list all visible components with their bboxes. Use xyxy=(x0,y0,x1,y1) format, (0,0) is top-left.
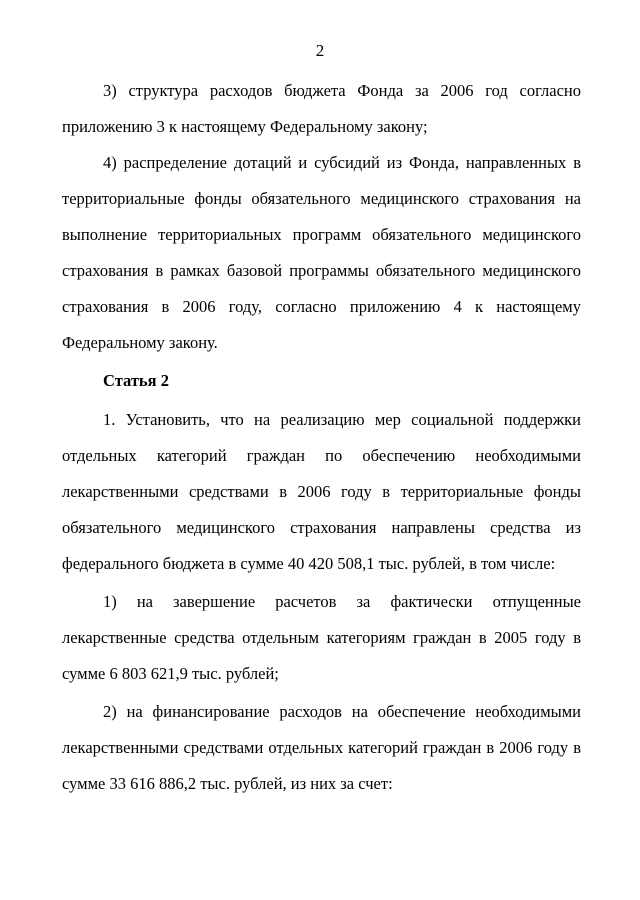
text-line: 2) на финансирование расходов на обеспечение необходимыми xyxy=(103,702,581,721)
text-line: федерального бюджета в сумме 40 420 508,1 тыс. рублей, в том числе: xyxy=(62,554,556,573)
text-line: 1) на завершение расчетов за фактически отпущенные xyxy=(103,592,581,611)
text-line: приложению 3 к настоящему Федеральному закону; xyxy=(62,117,428,136)
text-line: отдельных категорий граждан по обеспечению необходимыми xyxy=(62,446,581,465)
text-line: Федеральному закону. xyxy=(62,333,218,352)
text-line: территориальные фонды обязательного медицинского страхования на xyxy=(62,189,581,208)
text-line: сумме 33 616 886,2 тыс. рублей, из них за счет: xyxy=(62,774,393,793)
text-line: выполнение территориальных программ обязательного медицинского xyxy=(62,225,581,244)
article-heading: Статья 2 xyxy=(103,371,169,390)
text-line: страхования в рамках базовой программы обязательного медицинского xyxy=(62,261,581,280)
text-line: страхования в 2006 году, согласно приложению 4 к настоящему xyxy=(62,297,581,316)
text-line: 4) распределение дотаций и субсидий из Фонда, направленных в xyxy=(103,153,581,172)
text-line: лекарственные средства отдельным категориям граждан в 2005 году в xyxy=(62,628,581,647)
text-line: 3) структура расходов бюджета Фонда за 2006 год согласно xyxy=(103,81,581,100)
text-line: обязательного медицинского страхования направлены средства из xyxy=(62,518,581,537)
text-line: сумме 6 803 621,9 тыс. рублей; xyxy=(62,664,279,683)
page-number: 2 xyxy=(315,41,325,60)
text-line: лекарственными средствами отдельных категорий граждан в 2006 году в xyxy=(62,738,581,757)
text-line: 1. Установить, что на реализацию мер социальной поддержки xyxy=(103,410,581,429)
text-line: лекарственными средствами в 2006 году в территориальные фонды xyxy=(62,482,581,501)
